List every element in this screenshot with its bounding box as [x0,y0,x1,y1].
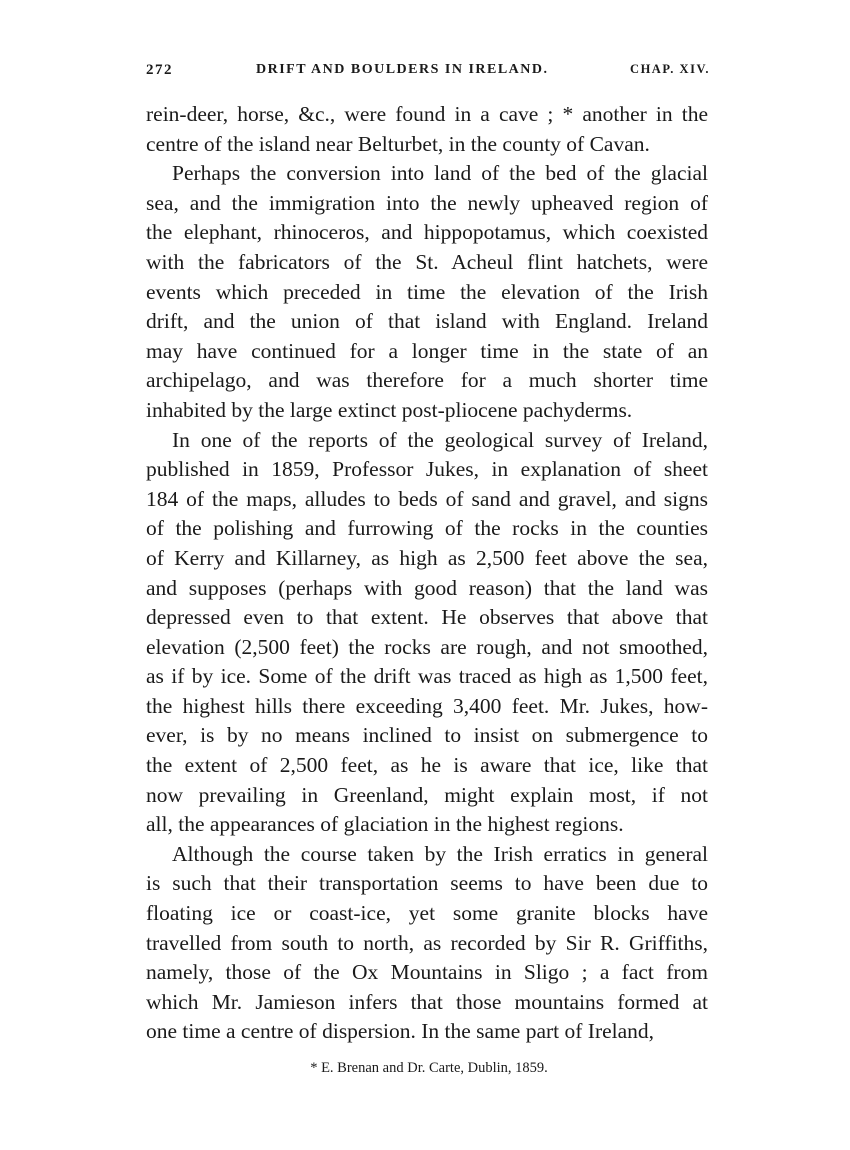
text-line: inhabited by the large extinct post-pliocene pachyderms. [146,397,633,422]
text-line: the elephant, rhinoceros, and hippopotamus, which coexisted [146,220,708,245]
text-line: elevation (2,500 feet) the rocks are rough, and not smoothed, [146,634,708,659]
paragraph [146,426,708,840]
page-number: 272 [146,62,173,78]
text-line: Perhaps the conversion into land of the bed of the glacial [172,161,708,186]
footnote: * E. Brenan and Dr. Carte, Dublin, 1859. [310,1060,548,1076]
text-line: In one of the reports of the geological survey of Ireland, [172,427,708,452]
text-line: travelled from south to north, as recorded by Sir R. Griffiths, [146,930,708,955]
text-line: centre of the island near Belturbet, in the county of Cavan. [146,131,650,156]
body-text [146,100,708,1047]
text-line: with the fabricators of the St. Acheul flint hatchets, were [146,249,708,274]
text-line: now prevailing in Greenland, might explain most, if not [146,782,708,807]
text-line: may have continued for a longer time in the state of an [146,338,708,363]
text-line: depressed even to that extent. He observes that above that [146,605,708,630]
text-line: sea, and the immigration into the newly upheaved region of [146,190,708,215]
text-line: all, the appearances of glaciation in the highest regions. [146,812,624,837]
text-line: and supposes (perhaps with good reason) that the land was [146,575,708,600]
running-title: DRIFT AND BOULDERS IN IRELAND. [256,62,549,77]
running-head [146,62,710,86]
text-line: rein-deer, horse, &c., were found in a cave ; * another in the [146,102,708,126]
text-line: archipelago, and was therefore for a much shorter time [146,368,708,393]
paragraph [146,159,708,425]
text-line: as if by ice. Some of the drift was traced as high as 1,500 feet, [146,664,708,689]
text-line: is such that their transportation seems to have been due to [146,871,708,896]
text-line: Although the course taken by the Irish erratics in general [172,841,708,866]
text-line: drift, and the union of that island with England. Ireland [146,309,708,334]
text-line: events which preceded in time the elevation of the Irish [146,279,708,304]
text-line: of the polishing and furrowing of the rocks in the counties [146,516,708,541]
chapter-label: CHAP. XIV. [630,62,710,76]
text-line: of Kerry and Killarney, as high as 2,500 feet above the sea, [146,545,708,570]
paragraph [146,100,708,159]
text-line: which Mr. Jamieson infers that those mountains formed at [146,989,708,1014]
text-line: published in 1859, Professor Jukes, in explanation of sheet [146,457,708,482]
text-line: 184 of the maps, alludes to beds of sand and gravel, and signs [146,486,708,511]
text-line: namely, those of the Ox Mountains in Sligo ; a fact from [146,960,708,985]
text-line: ever, is by no means inclined to insist on submergence to [146,723,708,748]
text-line: floating ice or coast-ice, yet some granite blocks have [146,901,708,926]
text-line: the extent of 2,500 feet, as he is aware that ice, like that [146,753,708,778]
paragraph [146,840,708,1047]
text-line: the highest hills there exceeding 3,400 feet. Mr. Jukes, how- [146,693,708,718]
text-line: one time a centre of dispersion. In the same part of Ireland, [146,1019,655,1044]
